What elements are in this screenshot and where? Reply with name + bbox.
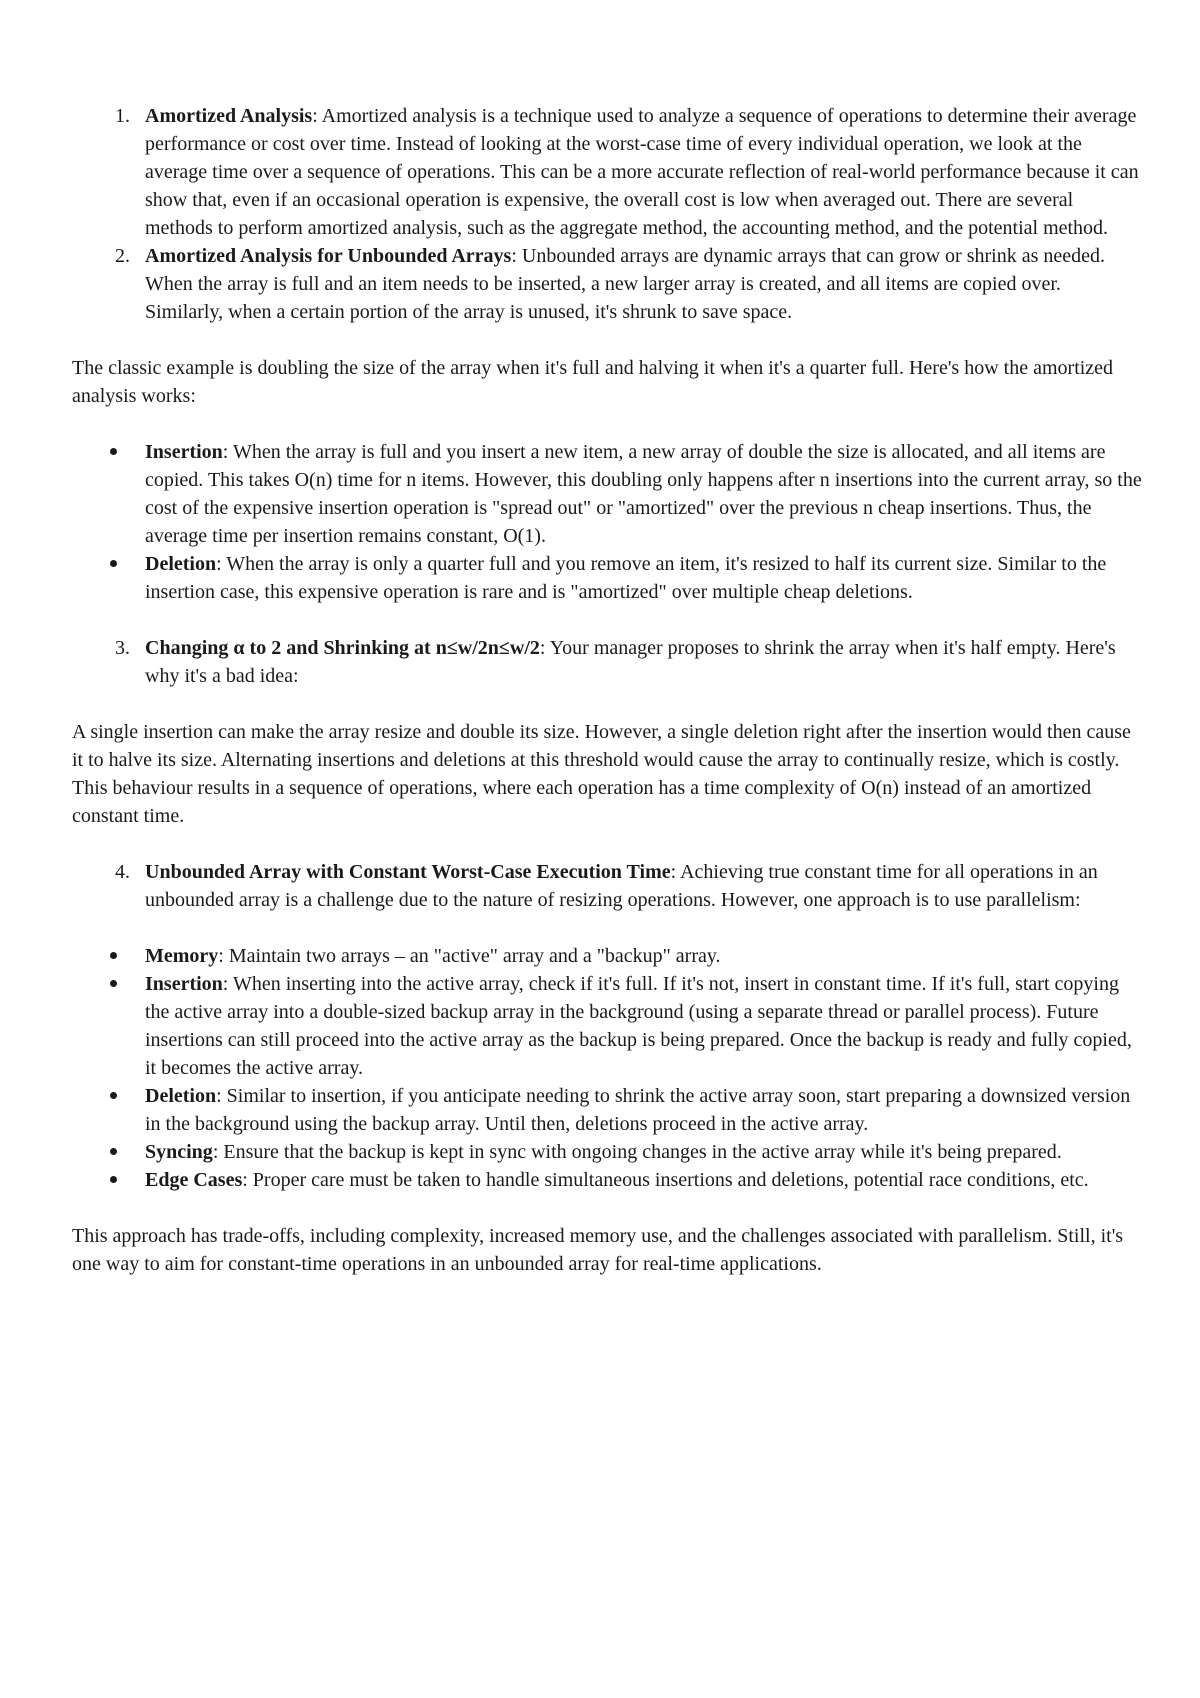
paragraph-conclusion: This approach has trade-offs, including complexity, increased memory use, and the challenges associated with parallelism. Still, it's one way to aim for constant-time operations in an unbounded array for real-time applications. [72,1225,1124,1275]
bullet-heading: Deletion [145,1085,217,1107]
bullet-text: : Similar to insertion, if you anticipate needing to shrink the active array soon, start preparing a downsized version in the background using the backup array. Until then, deletions proceed in the active array. [145,1085,1131,1135]
bullet-text: : When the array is full and you insert a new item, a new array of double the size is allocated, and all items are copied. This takes O(n) time for n items. However, this doubling only happens after n insertions into the current array, so the cost of the expensive insertion operation is "spread out" or "amortized" over the previous n cheap insertions. Thus, the average time per insertion remains constant, O(1). [145,441,1142,547]
document-body [72,102,1142,1278]
item-heading: Amortized Analysis [145,105,313,127]
item-number: 3. [115,637,130,659]
item-heading: Amortized Analysis for Unbounded Arrays [145,245,512,267]
item-heading: Unbounded Array with Constant Worst-Case Execution Time [145,861,671,883]
item-text: : Your manager proposes to shrink the array when it's half empty. Here's why it's a bad idea: [145,637,1116,687]
bullet-icon [110,1082,117,1110]
bullet-icon [110,942,117,970]
bullet-item-deletion [72,550,1142,606]
bullet-heading: Insertion [145,441,223,463]
bullet-text: : Maintain two arrays – an "active" array and a "backup" array. [218,945,721,967]
bullet-icon [110,1138,117,1166]
bullet-icon [110,1166,117,1194]
item-number: 4. [115,861,130,883]
bullet-heading: Insertion [145,973,223,995]
item-text: : Amortized analysis is a technique used to analyze a sequence of operations to determine their average performance or cost over time. Instead of looking at the worst-case time of every individual operation, we look at the average time over a sequence of operations. This can be a more accurate reflection of real-world performance because it can show that, even if an occasional operation is expensive, the overall cost is low when averaged out. There are several methods to perform amortized analysis, such as the aggregate method, the accounting method, and the potential method. [145,105,1139,239]
numbered-item-2 [72,242,1142,326]
item-text: : Achieving true constant time for all operations in an unbounded array is a challenge due to the nature of resizing operations. However, one approach is to use parallelism: [145,861,1098,911]
bullet-icon [110,550,117,578]
bullet-icon [110,970,117,998]
bullet-item-insertion [72,438,1142,550]
bullet-heading: Deletion [145,553,217,575]
bullet-heading: Edge Cases [145,1169,243,1191]
bullet-item-edge-cases [72,1166,1142,1194]
bullet-icon [110,438,117,466]
item-heading: Changing α to 2 and Shrinking at n≤w/2n≤w/2 [145,637,540,659]
item-number: 2. [115,245,130,267]
bullet-text: : When inserting into the active array, check if it's full. If it's not, insert in constant time. If it's full, start copying the active array into a double-sized backup array in the background (using a separate thread or parallel process). Future insertions can still proceed into the active array as the backup is being prepared. Once the backup is ready and fully copied, it becomes the active array. [145,973,1132,1079]
bullet-item-deletion-2 [72,1082,1142,1138]
bullet-text: : Proper care must be taken to handle simultaneous insertions and deletions, potential race conditions, etc. [242,1169,1089,1191]
paragraph-classic-example: The classic example is doubling the size of the array when it's full and halving it when it's a quarter full. Here's how the amortized analysis works: [72,357,1114,407]
paragraph-bad-idea: A single insertion can make the array resize and double its size. However, a single deletion right after the insertion would then cause it to halve its size. Alternating insertions and deletions at this threshold would cause the array to continually resize, which is costly. This behaviour results in a sequence of operations, where each operation has a time complexity of O(n) instead of an amortized constant time. [72,721,1131,827]
bullet-item-insertion-2 [72,970,1142,1082]
bullet-heading: Memory [145,945,219,967]
bullet-heading: Syncing [145,1141,213,1163]
item-number: 1. [115,105,130,127]
numbered-item-1 [72,102,1142,242]
bullet-text: : Ensure that the backup is kept in sync with ongoing changes in the active array while it's being prepared. [212,1141,1062,1163]
bullet-item-memory [72,942,1142,970]
item-text: : Unbounded arrays are dynamic arrays that can grow or shrink as needed. When the array is full and an item needs to be inserted, a new larger array is created, and all items are copied over. Similarly, when a certain portion of the array is unused, it's shrunk to save space. [145,245,1105,323]
numbered-item-3 [72,634,1142,690]
numbered-item-4 [72,858,1142,914]
bullet-text: : When the array is only a quarter full and you remove an item, it's resized to half its current size. Similar to the insertion case, this expensive operation is rare and is "amortized" over multiple cheap deletions. [145,553,1107,603]
bullet-item-syncing [72,1138,1142,1166]
